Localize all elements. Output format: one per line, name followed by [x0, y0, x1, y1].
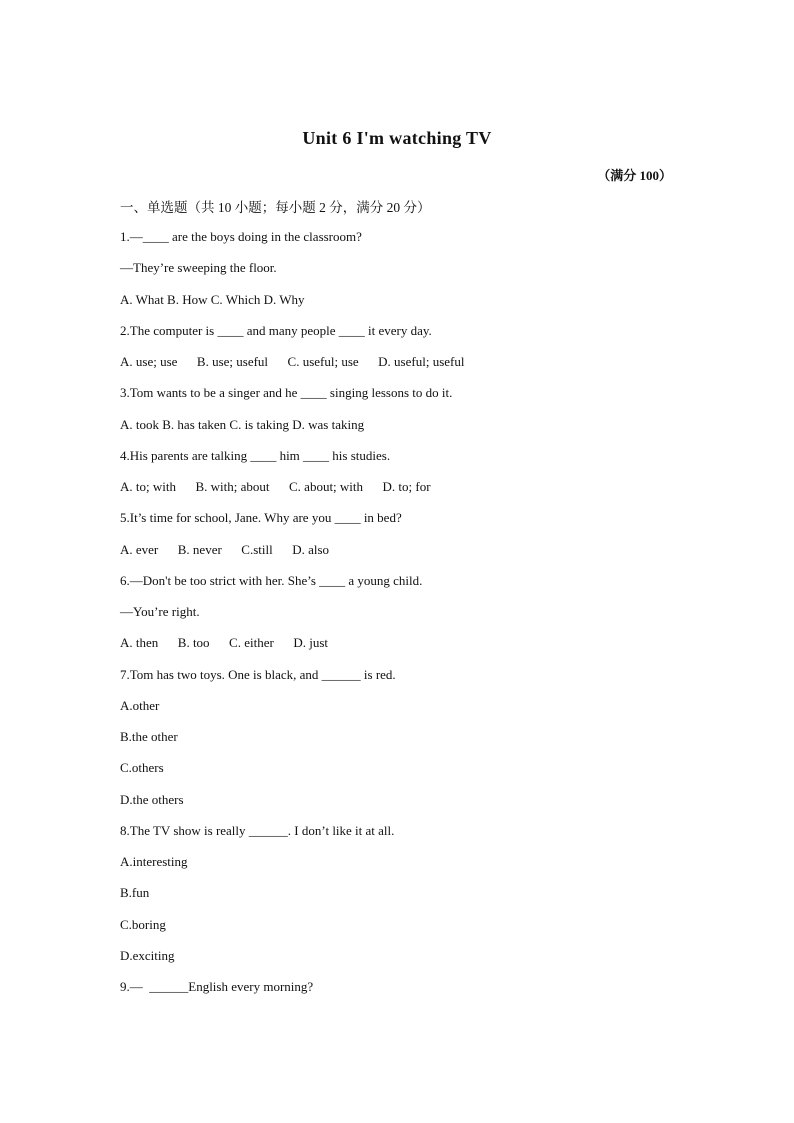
- options-line: A. to; with B. with; about C. about; with D. to; for: [120, 479, 431, 494]
- answer-line: —You’re right.: [120, 604, 200, 619]
- question-line: 9.— ______English every morning?: [120, 979, 314, 994]
- option-item: C.others: [120, 760, 164, 776]
- question-line: 3.Tom wants to be a singer and he ____ singing lessons to do it.: [120, 385, 453, 401]
- options-line: A. What B. How C. Which D. Why: [120, 291, 305, 307]
- option-item: B.fun: [120, 885, 150, 901]
- document-title: Unit 6 I'm watching TV: [302, 128, 492, 148]
- option-item: D.exciting: [120, 947, 175, 963]
- options-line: A. ever B. never C.still D. also: [120, 541, 330, 557]
- option-item: C.boring: [120, 916, 166, 932]
- option-item: B.the other: [120, 729, 178, 744]
- question-line: 4.His parents are talking ____ him ____ his studies.: [120, 447, 391, 463]
- question-line: 8.The TV show is really ______. I don’t like it at all.: [120, 822, 395, 838]
- option-item: A.interesting: [120, 854, 188, 869]
- answer-line: —They’re sweeping the floor.: [120, 260, 277, 276]
- option-item: A.other: [120, 697, 160, 713]
- question-line: 6.—Don't be too strict with her. She’s ____ a young child.: [120, 572, 423, 588]
- total-score: （满分 100）: [597, 168, 672, 183]
- section-header: 一、单选题（共 10 小题；每小题 2 分，满分 20 分）: [120, 200, 431, 215]
- options-line: A. use; use B. use; useful C. useful; use D. useful; useful: [120, 354, 465, 369]
- question-line: 7.Tom has two toys. One is black, and ______ is red.: [120, 666, 396, 682]
- question-line: 5.It’s time for school, Jane. Why are you ____ in bed?: [120, 510, 402, 526]
- options-line: A. took B. has taken C. is taking D. was taking: [120, 416, 365, 432]
- options-line: A. then B. too C. either D. just: [120, 635, 328, 651]
- question-line: 1.—____ are the boys doing in the classroom?: [120, 229, 362, 244]
- question-list: [120, 228, 680, 1009]
- question-line: 2.The computer is ____ and many people ____ it every day.: [120, 322, 432, 338]
- option-item: D.the others: [120, 791, 184, 807]
